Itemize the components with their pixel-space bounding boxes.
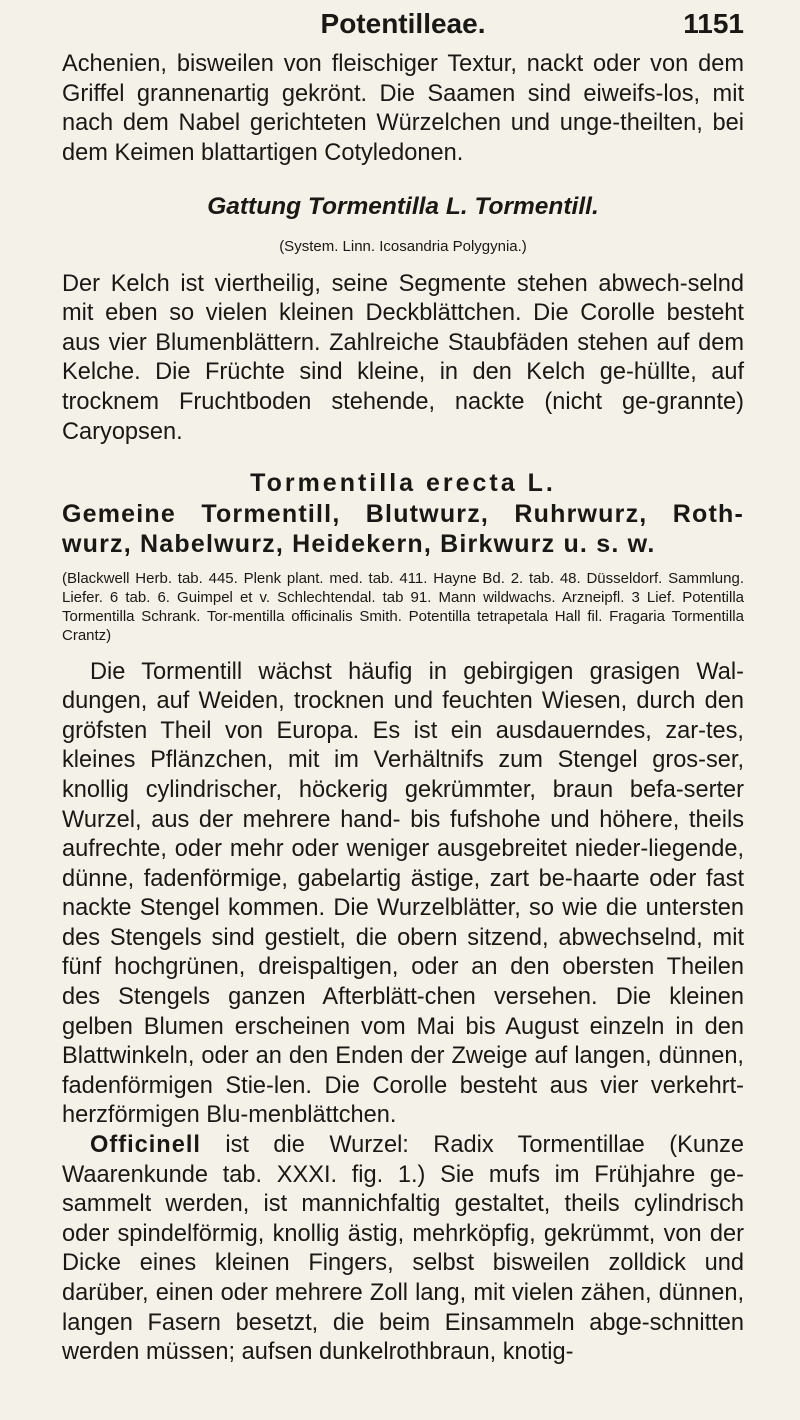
- intro-paragraph: Achenien, bisweilen von fleischiger Textur, nackt oder von dem Griffel grannenartig gekrönt. Die Saamen sind eiweifs-los, mit nach dem Nabel gerichteten Würzelchen und unge-theilten, bei dem Keimen blattartigen Cotyledonen.: [62, 51, 744, 166]
- description-paragraph: Die Tormentill wächst häufig in gebirgigen grasigen Wal-dungen, auf Weiden, trocknen und feuchten Wiesen, durch den gröfsten Theil von Europa. Es ist ein ausdauerndes, zar-tes, kleines Pflänzchen, mit im Verhältnifs zum Stengel gros-ser, knollig cylindrischer, höckerig gekrümmter, braun befa-serter Wurzel, aus der mehrere hand- bis fufshohe und höhere, theils aufrechte, oder mehr oder weniger ausgebreitet nieder-liegende, dünne, fadenförmige, gabelartig ästige, zart be-haarte oder fast nackte Stengel kommen. Die Wurzelblätter, so wie die untersten des Stengels sind gestielt, die obern sitzend, abwechselnd, mit fünf hochgrünen, dreispaltigen, oder an den obersten Theilen des Stengels ganzen Afterblätt-chen versehen. Die kleinen gelben Blumen erscheinen vom Mai bis August einzeln in den Blattwinkeln, oder an den Enden der Zweige auf langen, dünnen, fadenförmigen Stie-len. Die Corolle besteht aus vier verkehrt-herzförmigen Blu-menblättchen.: [62, 658, 744, 1129]
- officinal-label: Officinell: [90, 1132, 201, 1159]
- running-header: [62, 0, 744, 50]
- common-names: Gemeine Tormentill, Blutwurz, Ruhrwurz, Roth-wurz, Nabelwurz, Heidekern, Birkwurz u. s. w.: [62, 499, 744, 558]
- page-title: Potentilleae.: [320, 8, 486, 39]
- system-classification: (System. Linn. Icosandria Polygynia.): [279, 237, 527, 255]
- genus-heading: Gattung Tormentilla L. Tormentill.: [207, 193, 599, 221]
- officinal-text: ist die Wurzel: Radix Tormentillae (Kunze Waarenkunde tab. XXXI. fig. 1.) Sie mufs im Frühjahre ge-sammelt werden, ist mannichfaltig gestaltet, theils cylindrisch oder spindelförmig, knollig ästig, mehrköpfig, gekrümmt, von der Dicke eines kleinen Fingers, selbst bisweilen zolldick und darüber, einen oder mehrere Zoll lang, mit vielen zähen, dünnen, langen Fasern besetzt, die beim Einsammeln abge-schnitten werden müssen; aufsen dunkelrothbraun, knotig-: [62, 1132, 744, 1366]
- page-body: [62, 50, 744, 1368]
- page-number: 1151: [683, 8, 744, 39]
- officinal-paragraph: [62, 1131, 744, 1368]
- references: (Blackwell Herb. tab. 445. Plenk plant. med. tab. 411. Hayne Bd. 2. tab. 48. Düsseldorf. Sammlung. Liefer. 6 tab. 6. Guimpel et v. Schlechtendal. tab 91. Mann wildwachs. Arzneipfl. 3 Lief. Potentilla Tormentilla Schrank. Tor-mentilla officinalis Smith. Potentilla tetrapetala Hall fil. Fragaria Tormentilla Crantz): [62, 569, 744, 645]
- species-heading: Tormentilla erecta L.: [250, 469, 556, 498]
- genus-description: Der Kelch ist viertheilig, seine Segmente stehen abwech-selnd mit eben so vielen kleinen Deckblättchen. Die Corolle besteht aus vier Blumenblättern. Zahlreiche Staubfäden stehen auf dem Kelche. Die Früchte sind kleine, in den Kelch ge-hüllte, auf trocknem Fruchtboden stehende, nackte (nicht ge-grannte) Caryopsen.: [62, 270, 744, 445]
